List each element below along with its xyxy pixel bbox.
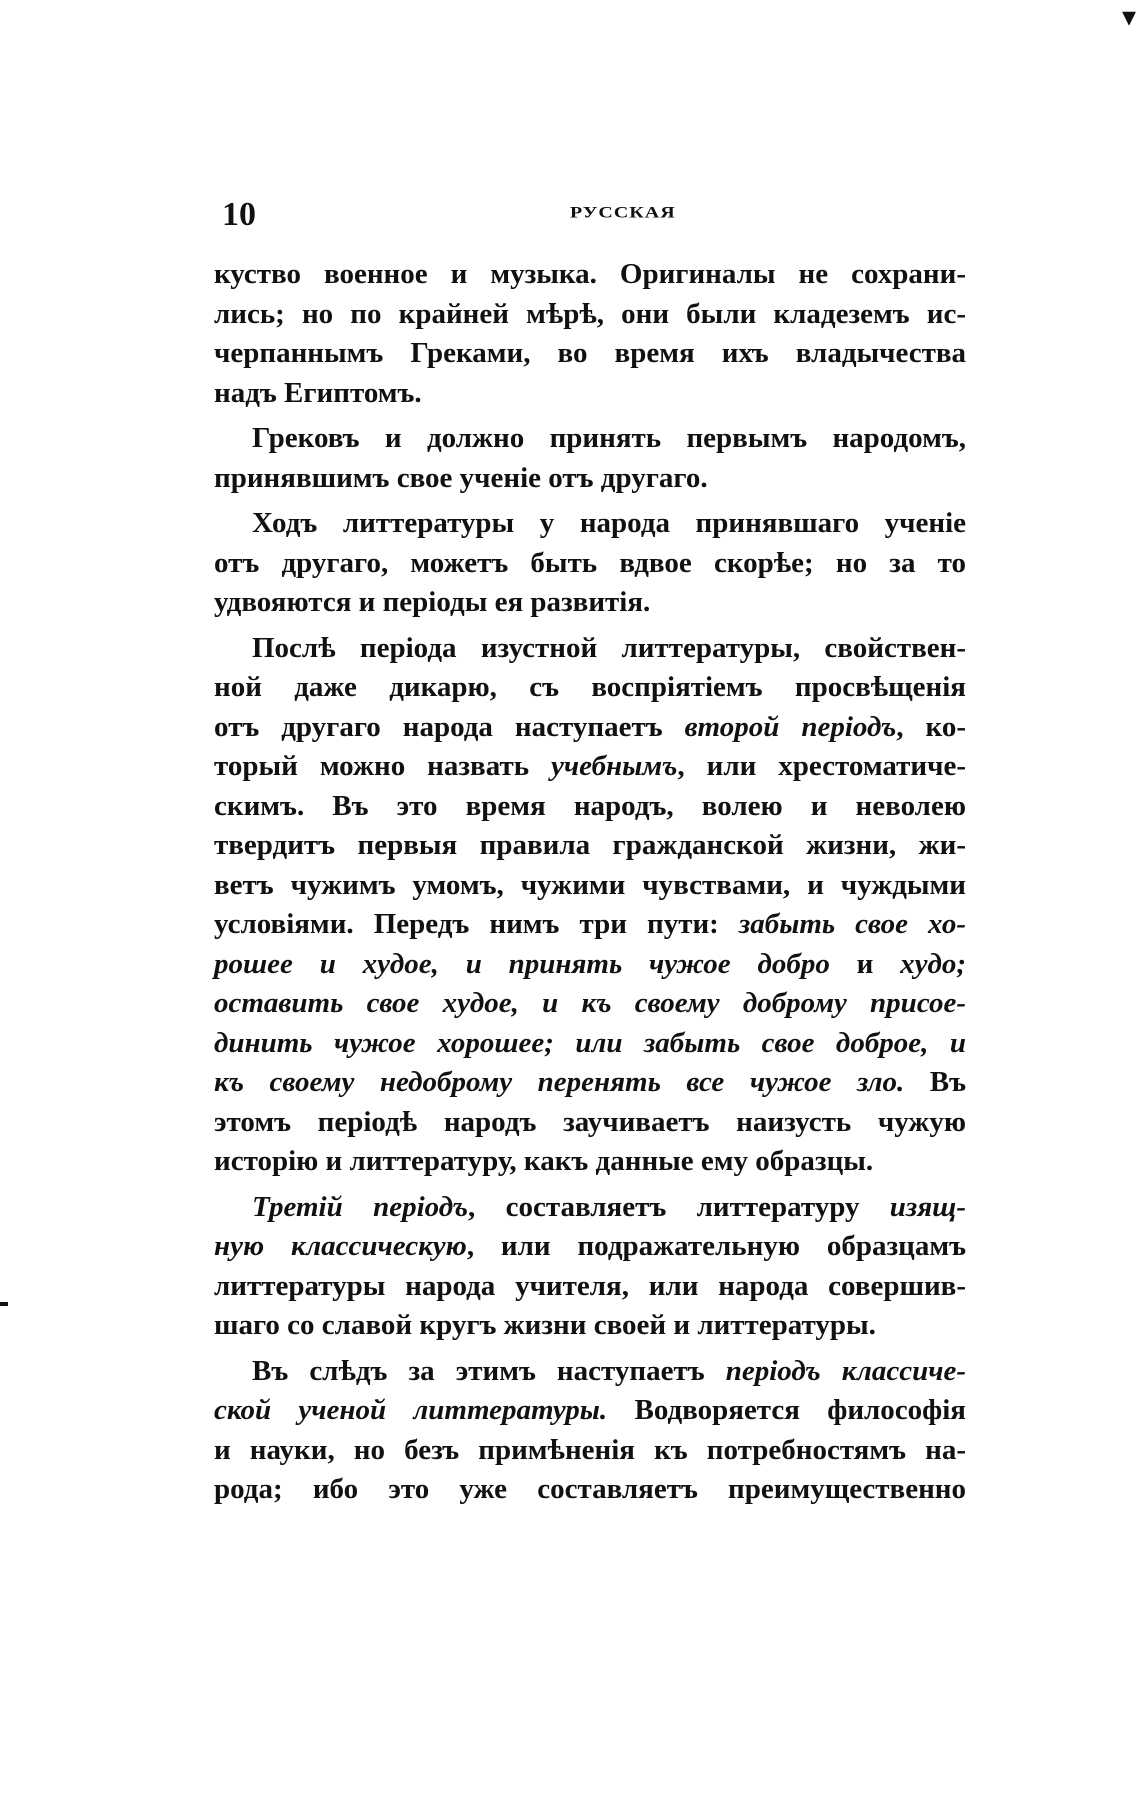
text-line: отъ другаго, можетъ быть вдвое скорѣе; но за то (214, 546, 966, 579)
text-line (214, 1391, 966, 1431)
text-line: Грековъ и должно принять первымъ народомъ, (252, 422, 966, 454)
text-line (214, 905, 966, 945)
text-line: шаго со славой кругъ жизни своей и литтературы. (214, 1309, 876, 1341)
text-run: условіями. Передъ нимъ три пути: (214, 908, 739, 940)
text-line: лись; но по крайней мѣрѣ, они были кладеземъ ис- (214, 297, 966, 330)
running-head: РУССКАЯ (570, 204, 676, 222)
text-line: этомъ періодѣ народъ заучиваетъ наизусть чужую (214, 1105, 966, 1138)
text-line (214, 1063, 966, 1103)
body-text (214, 255, 966, 1516)
paragraph-6 (214, 1352, 966, 1510)
text-line: куство военное и музыка. Оригиналы не сохрани- (214, 258, 966, 290)
page-number: 10 (222, 196, 256, 233)
text-line (214, 1352, 966, 1392)
text-run: , или хрестоматиче- (677, 750, 966, 782)
text-line: удвояются и періоды ея развитія. (214, 586, 651, 618)
italic-text-line: оставить свое худое, и къ своему доброму присое- (214, 987, 966, 1019)
italic-text-line: динить чужое хорошее; или забыть свое доброе, и (214, 1026, 966, 1059)
text-line: надъ Египтомъ. (214, 376, 422, 409)
text-line: ветъ чужимъ умомъ, чужими чувствами, и чуждыми (214, 868, 966, 901)
margin-scan-mark (0, 1302, 8, 1306)
text-run: , или подражательную образцамъ (466, 1230, 966, 1262)
text-line: литтературы народа учителя, или народа совершив- (214, 1269, 966, 1302)
text-line: твердитъ первыя правила гражданской жизни, жи- (214, 829, 966, 861)
italic-text-run: забыть свое хо- (738, 908, 966, 940)
paragraph-3 (214, 504, 966, 623)
italic-text-run: изящ- (889, 1190, 966, 1223)
text-line: скимъ. Въ это время народъ, волею и неволею (214, 789, 966, 822)
text-line: черпаннымъ Греками, во время ихъ владычества (214, 337, 966, 369)
italic-text-run: учебнымъ (551, 750, 678, 782)
text-run: Водворяется философія (607, 1394, 966, 1426)
italic-text-run: Третій періодъ (252, 1190, 469, 1223)
italic-text-run: ской ученой литтературы. (214, 1394, 608, 1426)
page-header (222, 196, 952, 236)
text-run: отъ другаго народа наступаетъ (214, 710, 685, 743)
italic-text-run: рошее и худое, и принять чужое добро (214, 947, 830, 980)
paragraph-2 (214, 419, 966, 498)
text-run: торый можно назвать (214, 750, 551, 782)
text-run: , ко- (896, 710, 966, 743)
text-line: принявшимъ свое ученіе отъ другаго. (214, 461, 708, 494)
italic-text-run: ную классическую (214, 1230, 467, 1262)
text-line: рода; ибо это уже составляетъ преимущественно (214, 1473, 966, 1505)
text-line: Послѣ періода изустной литтературы, свойствен- (252, 631, 966, 664)
paragraph-5 (214, 1188, 966, 1346)
italic-text-run: періодъ классиче- (725, 1354, 966, 1387)
text-line: и науки, но безъ примѣненія къ потребностямъ на- (214, 1433, 966, 1466)
text-line: исторію и литтературу, какъ данные ему образцы. (214, 1145, 874, 1177)
text-line (214, 1188, 966, 1228)
italic-text-run: второй періодъ (684, 710, 897, 743)
text-line: Ходъ литтературы у народа принявшаго ученіе (252, 507, 966, 539)
text-run: Въ слѣдъ за этимъ наступаетъ (252, 1354, 726, 1387)
corner-scan-mark: ▾ (1121, 2, 1136, 33)
paragraph-4 (214, 629, 966, 1182)
italic-text-run: къ своему недоброму перенять все чужое зло. (214, 1066, 905, 1098)
text-run: и (829, 947, 901, 980)
text-run: , составляетъ литтературу (468, 1190, 890, 1223)
italic-text-run: худо; (900, 947, 966, 980)
text-line (214, 945, 966, 985)
text-run: Въ (904, 1066, 966, 1098)
text-line (214, 1227, 966, 1267)
paragraph-1 (214, 255, 966, 413)
text-line (214, 708, 966, 748)
text-line (214, 747, 966, 787)
text-line: ной даже дикарю, съ воспріятіемъ просвѣщенія (214, 671, 966, 703)
